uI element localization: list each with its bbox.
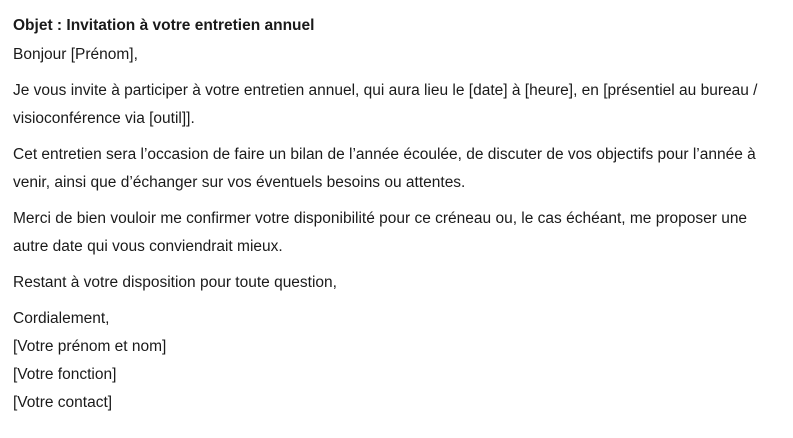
signature-block — [13, 305, 781, 417]
paragraph-confirmation: Merci de bien vouloir me confirmer votre disponibilité pour ce créneau ou, le cas échéant, me proposer une autre date qui vous conviendrait mieux. — [13, 210, 748, 255]
email-greeting: Bonjour [Prénom], — [13, 46, 138, 63]
signature-function: [Votre fonction] — [13, 366, 117, 383]
paragraph-purpose: Cet entretien sera l’occasion de faire un bilan de l’année écoulée, de discuter de vos objectifs pour l’année à venir, ainsi que d’échanger sur vos éventuels besoins ou attentes. — [13, 146, 756, 191]
signature-name: [Votre prénom et nom] — [13, 338, 167, 355]
paragraph-availability: Restant à votre disposition pour toute question, — [13, 274, 337, 291]
email-subject: Objet : Invitation à votre entretien annuel — [13, 17, 315, 34]
paragraph-invitation: Je vous invite à participer à votre entretien annuel, qui aura lieu le [date] à [heure], en [présentiel au bureau / visioconférence via [outil]]. — [13, 82, 758, 127]
signature-contact: [Votre contact] — [13, 394, 113, 411]
closing-salutation: Cordialement, — [13, 310, 110, 327]
